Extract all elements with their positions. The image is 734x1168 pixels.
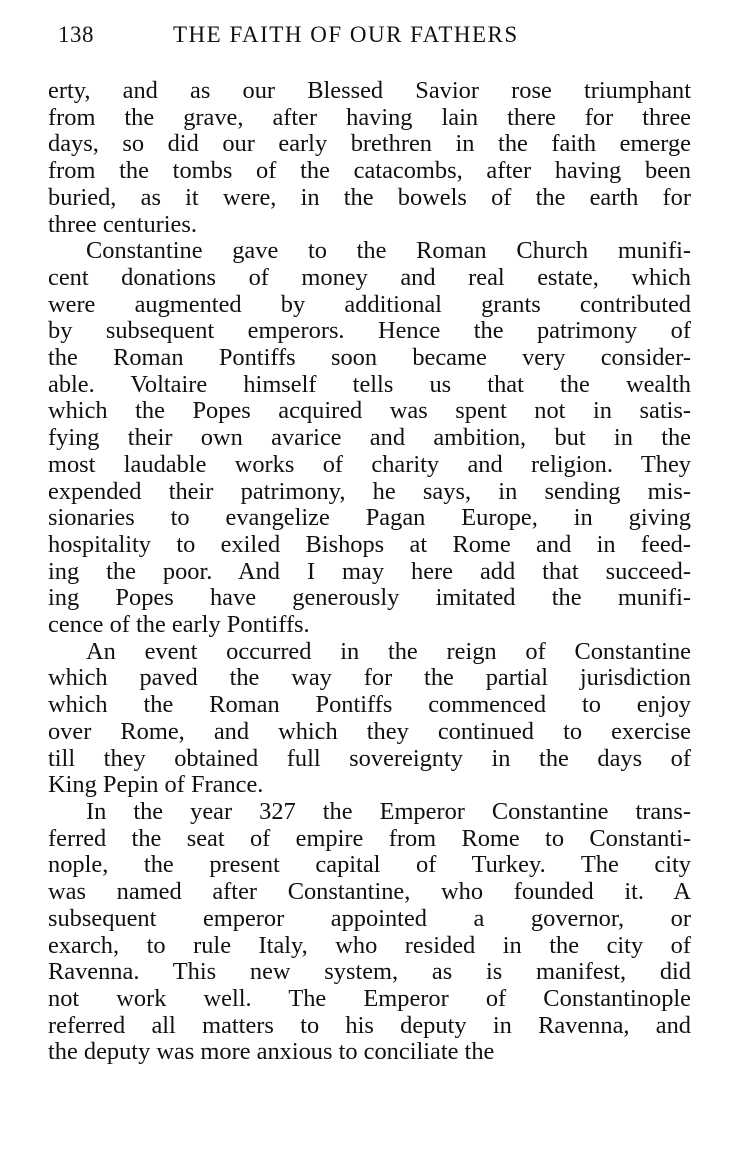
text-line: King Pepin of France. [48,771,264,799]
text-line: days, so did our early brethren in the faith emerge [48,130,691,158]
text-line: till they obtained full sovereignty in the days of [48,744,691,772]
book-page [48,22,691,1066]
text-line: not work well. The Emperor of Constantinople [48,984,691,1012]
text-line: buried, as it were, in the bowels of the earth for [48,183,691,211]
running-title: THE FAITH OF OUR FATHERS [173,22,519,47]
text-line: exarch, to rule Italy, who resided in the city of [48,931,691,959]
text-line: Constantine gave to the Roman Church munifi- [86,237,691,265]
text-line: which paved the way for the partial jurisdiction [48,664,691,692]
text-line: most laudable works of charity and religion. They [48,450,691,478]
text-line: from the tombs of the catacombs, after having been [48,157,691,185]
text-line: hospitality to exiled Bishops at Rome and in feed- [48,530,691,558]
text-line: cent donations of money and real estate, which [48,263,691,291]
text-line: from the grave, after having lain there for three [48,103,691,131]
text-line: fying their own avarice and ambition, but in the [48,424,691,452]
text-line: ferred the seat of empire from Rome to Constanti- [48,824,691,852]
text-line: Ravenna. This new system, as is manifest, did [48,958,691,986]
text-line: nople, the present capital of Turkey. The city [48,851,691,879]
text-line: which the Roman Pontiffs commenced to enjoy [48,691,691,719]
text-line: by subsequent emperors. Hence the patrimony of [48,317,691,345]
text-line: referred all matters to his deputy in Ravenna, and [48,1011,691,1039]
text-line: sionaries to evangelize Pagan Europe, in giving [48,504,691,532]
paragraph [48,639,691,799]
text-line: was named after Constantine, who founded it. A [48,878,691,906]
text-line: which the Popes acquired was spent not in satis- [48,397,691,425]
text-line: erty, and as our Blessed Savior rose triumphant [48,77,691,104]
text-line: able. Voltaire himself tells us that the wealth [48,370,691,398]
text-line: over Rome, and which they continued to exercise [48,717,691,745]
text-line: three centuries. [48,210,197,238]
text-line: An event occurred in the reign of Constantine [86,637,691,665]
running-head [48,22,691,52]
text-line: were augmented by additional grants contributed [48,290,691,318]
paragraph [48,78,691,238]
text-line: subsequent emperor appointed a governor, or [48,904,691,932]
body-text [48,78,691,1066]
paragraph [48,238,691,639]
text-line: the Roman Pontiffs soon became very consider- [48,344,691,372]
text-line: ing Popes have generously imitated the munifi- [48,584,691,612]
text-line: cence of the early Pontiffs. [48,611,310,639]
text-line: expended their patrimony, he says, in sending mis- [48,477,691,505]
text-line: the deputy was more anxious to conciliate the [48,1038,495,1066]
page-number: 138 [58,22,94,47]
text-line: In the year 327 the Emperor Constantine trans- [86,797,691,825]
text-line: ing the poor. And I may here add that succeed- [48,557,691,585]
paragraph [48,799,691,1066]
